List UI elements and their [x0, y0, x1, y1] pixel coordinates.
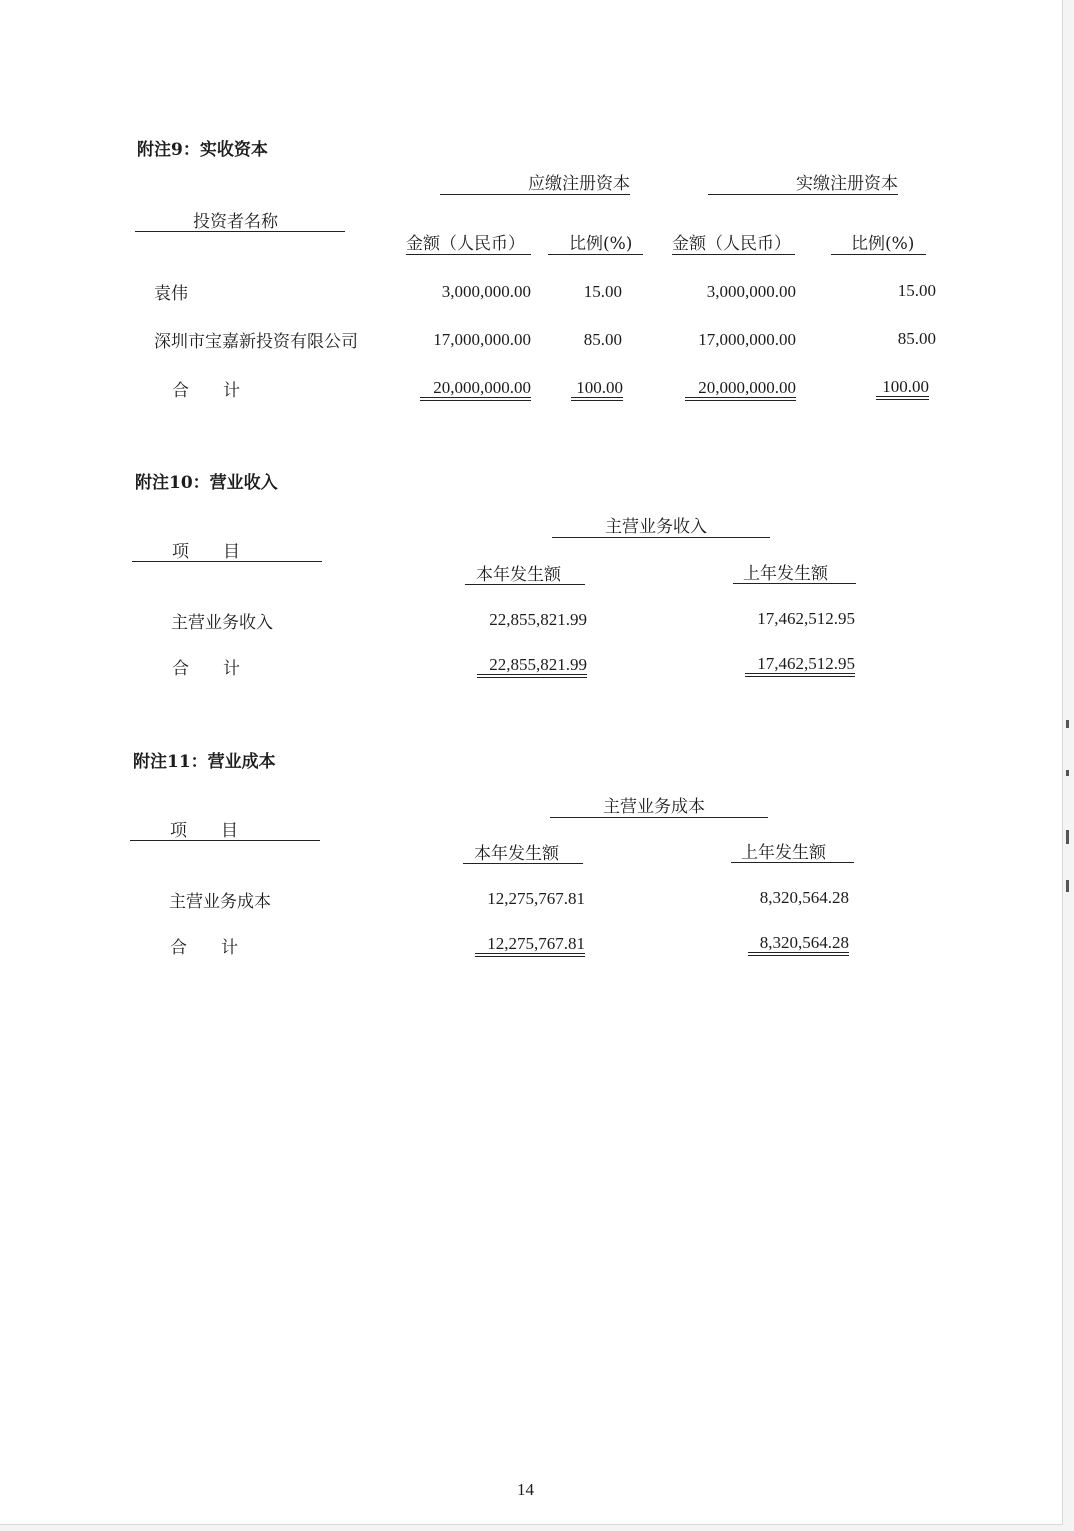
- note9-row2-amount-required: 17,000,000.00: [433, 330, 531, 349]
- note11-row-current: 12,275,767.81: [487, 889, 585, 908]
- note9-group-paid: 实缴注册资本: [796, 174, 898, 194]
- note11-row-name: 主营业务成本: [169, 892, 271, 912]
- note11-total-prior-underline: [748, 952, 849, 956]
- note9-group-paid-underline: [708, 194, 898, 195]
- note11-total-current: 12,275,767.81: [487, 934, 585, 953]
- scan-artifact: [1066, 770, 1069, 776]
- note9-row1-name: 袁伟: [154, 284, 188, 304]
- note10-group-underline: [552, 537, 770, 538]
- note9-row1-amount-paid: 3,000,000.00: [706, 282, 796, 301]
- note9-row1-ratio-paid: 15.00: [897, 281, 936, 300]
- note9-row2-ratio-paid: 85.00: [897, 329, 936, 348]
- note11-col-current-underline: [463, 863, 583, 864]
- note9-col-ratio-2: 比例(%): [851, 234, 915, 254]
- note9-row2-amount-paid: 17,000,000.00: [698, 330, 796, 349]
- note9-total-amount-required: 20,000,000.00: [433, 378, 531, 397]
- note9-group-required: 应缴注册资本: [528, 174, 630, 194]
- note9-total-ratio-paid-underline: [876, 396, 929, 400]
- note10-total-current: 22,855,821.99: [489, 655, 587, 674]
- note9-row1-amount-required: 3,000,000.00: [441, 282, 531, 301]
- note10-row-prior: 17,462,512.95: [757, 609, 855, 628]
- note11-total-label: 合 计: [170, 938, 238, 958]
- note11-title: 附注11：营业成本: [133, 752, 276, 772]
- scan-artifact: [1066, 830, 1069, 844]
- note9-total-amount-paid: 20,000,000.00: [698, 378, 796, 397]
- scan-artifact: [1066, 880, 1069, 892]
- note9-title: 附注9：实收资本: [137, 140, 268, 160]
- note9-col-amount-1-underline: [406, 254, 531, 255]
- note9-total-ratio-required-underline: [571, 397, 623, 401]
- note9-col-amount-1: 金额（人民币）: [406, 234, 525, 254]
- note10-total-label: 合 计: [172, 659, 240, 679]
- note10-row-current: 22,855,821.99: [489, 610, 587, 629]
- note11-group-underline: [550, 817, 768, 818]
- note11-col-prior: 上年发生额: [741, 843, 826, 863]
- note10-col-current: 本年发生额: [476, 565, 561, 585]
- note11-total-prior: 8,320,564.28: [759, 933, 849, 952]
- note10-col-current-underline: [465, 584, 585, 585]
- page-number: 14: [517, 1480, 534, 1499]
- note9-total-amount-paid-underline: [685, 397, 796, 401]
- note9-col-amount-2-underline: [672, 254, 795, 255]
- note10-col-prior: 上年发生额: [743, 564, 828, 584]
- note10-total-prior: 17,462,512.95: [757, 654, 855, 673]
- note10-col-item-underline: [132, 561, 322, 562]
- note9-row2-ratio-required: 85.00: [583, 330, 622, 349]
- note9-col-name-underline: [135, 231, 345, 232]
- note10-total-prior-underline: [745, 673, 855, 677]
- note9-total-ratio-required: 100.00: [576, 378, 623, 397]
- note11-group: 主营业务成本: [603, 797, 705, 817]
- note10-title: 附注10：营业收入: [135, 473, 278, 493]
- note9-total-amount-required-underline: [420, 397, 531, 401]
- note11-col-prior-underline: [731, 862, 854, 863]
- note10-row-name: 主营业务收入: [171, 613, 273, 633]
- note9-row2-name: 深圳市宝嘉新投资有限公司: [154, 332, 358, 352]
- note11-row-prior: 8,320,564.28: [759, 888, 849, 907]
- note9-col-ratio-2-underline: [831, 254, 926, 255]
- note9-col-ratio-1-underline: [548, 254, 643, 255]
- note11-total-current-underline: [475, 953, 585, 957]
- note9-col-ratio-1: 比例(%): [569, 234, 633, 254]
- note10-col-item: 项 目: [172, 542, 240, 562]
- note10-col-prior-underline: [733, 583, 856, 584]
- note9-total-label: 合 计: [172, 381, 240, 401]
- note11-col-item-underline: [130, 840, 320, 841]
- note9-total-ratio-paid: 100.00: [882, 377, 929, 396]
- note11-col-item: 项 目: [170, 821, 238, 841]
- note9-col-name: 投资者名称: [193, 212, 278, 232]
- note10-total-current-underline: [477, 674, 587, 678]
- note9-col-amount-2: 金额（人民币）: [672, 234, 791, 254]
- note11-col-current: 本年发生额: [474, 844, 559, 864]
- scan-artifact: [1066, 720, 1069, 728]
- note9-group-required-underline: [440, 194, 630, 195]
- note9-row1-ratio-required: 15.00: [583, 282, 622, 301]
- note10-group: 主营业务收入: [605, 517, 707, 537]
